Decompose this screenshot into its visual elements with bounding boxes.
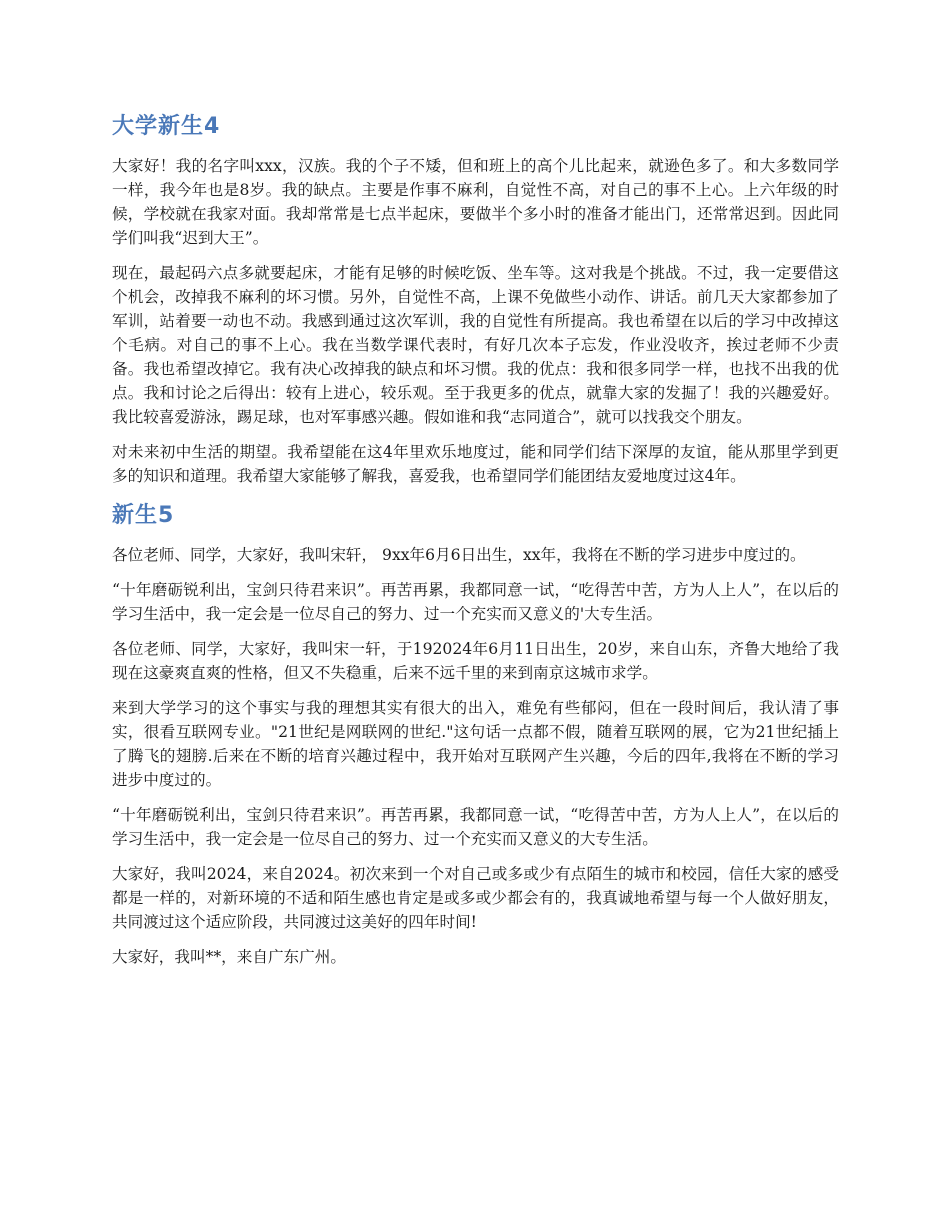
section2-paragraph: 来到大学学习的这个事实与我的理想其实有很大的出入，难免有些郁闷，但在一段时间后，我认清了事实，很看互联网专业。"21世纪是网联网的世纪."这句话一点都不假，随着互联网的展，它为21世纪插上了腾飞的翅膀.后来在不断的培育兴趣过程中，我开始对互联网产生兴趣，今后的四年,我将在不断的学习进步中度过的。 bbox=[112, 699, 839, 789]
section1-paragraph: 现在，最起码六点多就要起床，才能有足够的时候吃饭、坐车等。这对我是个挑战。不过，我一定要借这个机会，改掉我不麻利的坏习惯。另外，自觉性不高，上课不免做些小动作、讲话。前几天大家都参加了军训，站着要一动也不动。我感到通过这次军训，我的自觉性有所提高。我也希望在以后的学习中改掉这个毛病。对自己的事不上心。我在当数学课代表时，有好几次本子忘发，作业没收齐，挨过老师不少责备。我也希望改掉它。我有决心改掉我的缺点和坏习惯。我的优点：我和很多同学一样，也找不出我的优点。我和讨论之后得出：较有上进心，较乐观。至于我更多的优点，就靠大家的发掘了！我的兴趣爱好。我比较喜爱游泳，踢足球，也对军事感兴趣。假如谁和我“志同道合”，就可以找我交个朋友。 bbox=[112, 264, 839, 426]
section2-paragraph: 大家好，我叫**，来自广东广州。 bbox=[112, 948, 346, 966]
section2-paragraph: “十年磨砺锐利出，宝剑只待君来识”。再苦再累，我都同意一试，“吃得苦中苦，方为人上人”，在以后的学习生活中，我一定会是一位尽自己的努力、过一个充实而又意义的大专生活。 bbox=[112, 806, 839, 848]
section2-paragraph: 各位老师、同学，大家好，我叫宋一轩，于192024年6月11日出生，20岁，来自山东，齐鲁大地给了我现在这豪爽直爽的性格，但又不失稳重，后来不远千里的来到南京这城市求学。 bbox=[112, 640, 839, 682]
section1-paragraph: 对未来初中生活的期望。我希望能在这4年里欢乐地度过，能和同学们结下深厚的友谊，能从那里学到更多的知识和道理。我希望大家能够了解我，喜爱我，也希望同学们能团结友爱地度过这4年。 bbox=[112, 443, 839, 485]
section2-paragraph: 大家好，我叫2024，来自2024。初次来到一个对自己或多或少有点陌生的城市和校园，信任大家的感受都是一样的，对新环境的不适和陌生感也肯定是或多或少都会有的，我真诚地希望与每一个人做好朋友，共同渡过这个适应阶段，共同渡过这美好的四年时间! bbox=[112, 865, 839, 931]
section1-paragraph: 大家好！我的名字叫xxx，汉族。我的个子不矮，但和班上的高个儿比起来，就逊色多了。和大多数同学一样，我今年也是8岁。我的缺点。主要是作事不麻利，自觉性不高，对自己的事不上心。上六年级的时候，学校就在我家对面。我却常常是七点半起床，要做半个多小时的准备才能出门，还常常迟到。因此同学们叫我“迟到大王”。 bbox=[112, 157, 839, 247]
section-heading-2: 新生5 bbox=[112, 503, 175, 528]
document-page bbox=[112, 110, 839, 980]
section-heading-1: 大学新生4 bbox=[112, 114, 221, 139]
section2-paragraph: “十年磨砺锐利出，宝剑只待君来识”。再苦再累，我都同意一试，“吃得苦中苦，方为人上人”，在以后的学习生活中，我一定会是一位尽自己的努力、过一个充实而又意义的'大专生活。 bbox=[112, 581, 839, 623]
section2-paragraph: 各位老师、同学，大家好，我叫宋轩， 9xx年6月6日出生，xx年，我将在不断的学习进步中度过的。 bbox=[112, 546, 806, 564]
